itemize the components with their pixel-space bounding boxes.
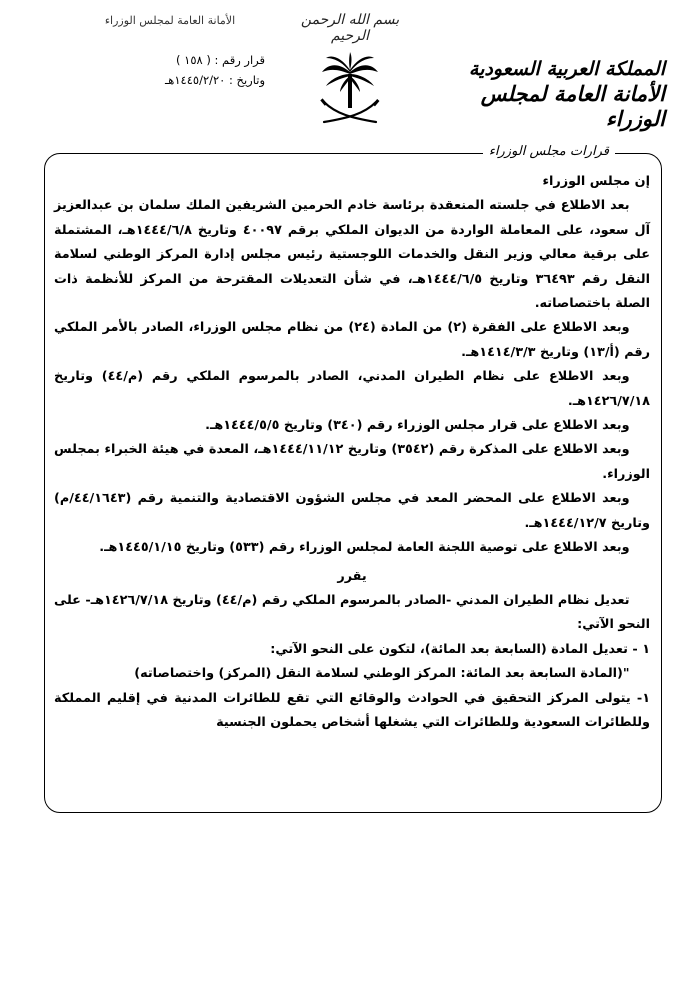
preamble-paragraph: بعد الاطلاع في جلسته المنعقدة برئاسة خادم الحرمين الشريفين الملك سلمان بن عبدالعزيز آل سعود، على المعاملة الواردة من الديوان الملكي برقم ٤٠٠٩٧ وتاريخ ١٤٤٤/٦/٨هـ، المشتملة على برقية معالي وزير النقل والخدمات اللوجستية رئيس مجلس إدارة المركز الوطني لسلامة النقل رقم ٣٦٤٩٣ وتاريخ ١٤٤٤/٦/٥هـ، في شأن التعديلات المقترحة من المركز للأنظمة ذات الصلة باختصاصاته. [54,198,650,312]
kingdom-name: المملكة العربية السعودية [468,58,665,80]
recital-paragraph-2: وبعد الاطلاع على نظام الطيران المدني، الصادر بالمرسوم الملكي رقم (م/٤٤) وتاريخ ١٤٢٦/٧/١٨هـ. [54,369,650,409]
decision-date: ١٤٤٥/٢/٢٠هـ [164,73,226,88]
recital-paragraph-5: وبعد الاطلاع على المحضر المعد في مجلس الشؤون الاقتصادية والتنمية رقم (٤٤/١٦٤٣/م) وتاريخ ١٤٤٤/١٢/٧هـ. [54,491,650,531]
article-title: "(المادة السابعة بعد المائة: المركز الوطني لسلامة النقل (المركز) واختصاصاته) [134,666,630,682]
decision-date-row [80,70,265,90]
recital-paragraph-4: وبعد الاطلاع على المذكرة رقم (٣٥٤٢) وتاريخ ١٤٤٤/١١/١٢هـ، المعدة في هيئة الخبراء بمجلس الوزراء. [54,442,650,482]
decision-number-row [80,50,265,70]
decision-meta [80,50,265,90]
decision-number: ( ١٥٨ ) [176,53,211,67]
secretariat-name: الأمانة العامة لمجلس الوزراء [480,80,665,131]
basmala: بسم الله الرحمن الرحيم [300,12,400,44]
secretariat-top-text: الأمانة العامة لمجلس الوزراء [104,14,236,27]
opening-line: إن مجلس الوزراء [542,174,650,189]
recital-paragraph-1: وبعد الاطلاع على الفقرة (٢) من المادة (٢٤) من نظام مجلس الوزراء، الصادر بالأمر الملكي رقم (أ/١٣) وتاريخ ١٤١٤/٣/٣هـ. [54,320,650,360]
frame-label: قرارات مجلس الوزراء [483,144,615,159]
letterhead-title [465,58,665,131]
decision-body [54,170,650,735]
decision-date-label: وتاريخ : [229,73,265,88]
recital-paragraph-3: وبعد الاطلاع على قرار مجلس الوزراء رقم (٣٤٠) وتاريخ ١٤٤٤/٥/٥هـ. [205,418,630,434]
resolution-heading: يقرر [337,568,367,584]
amendment-item-1: ١ - تعديل المادة (السابعة بعد المائة)، لتكون على النحو الآتي: [270,641,650,657]
palm-and-swords-icon [318,52,382,128]
recital-paragraph-6: وبعد الاطلاع على توصية اللجنة العامة لمجلس الوزراء رقم (٥٣٣) وتاريخ ١٤٤٥/١/١٥هـ. [99,540,630,556]
resolution-paragraph: تعديل نظام الطيران المدني -الصادر بالمرسوم الملكي رقم (م/٤٤) وتاريخ ١٤٢٦/٧/١٨هـ- على النحو الآتي: [54,592,650,633]
decision-number-label: قرار رقم : [214,53,265,67]
article-clause-1: ١- يتولى المركز التحقيق في الحوادث والوقائع التي تقع للطائرات المدنية في إقليم المملكة وللطائرات السعودية وللطائرات التي يشغلها أشخاص يحملون الجنسية [54,690,650,730]
